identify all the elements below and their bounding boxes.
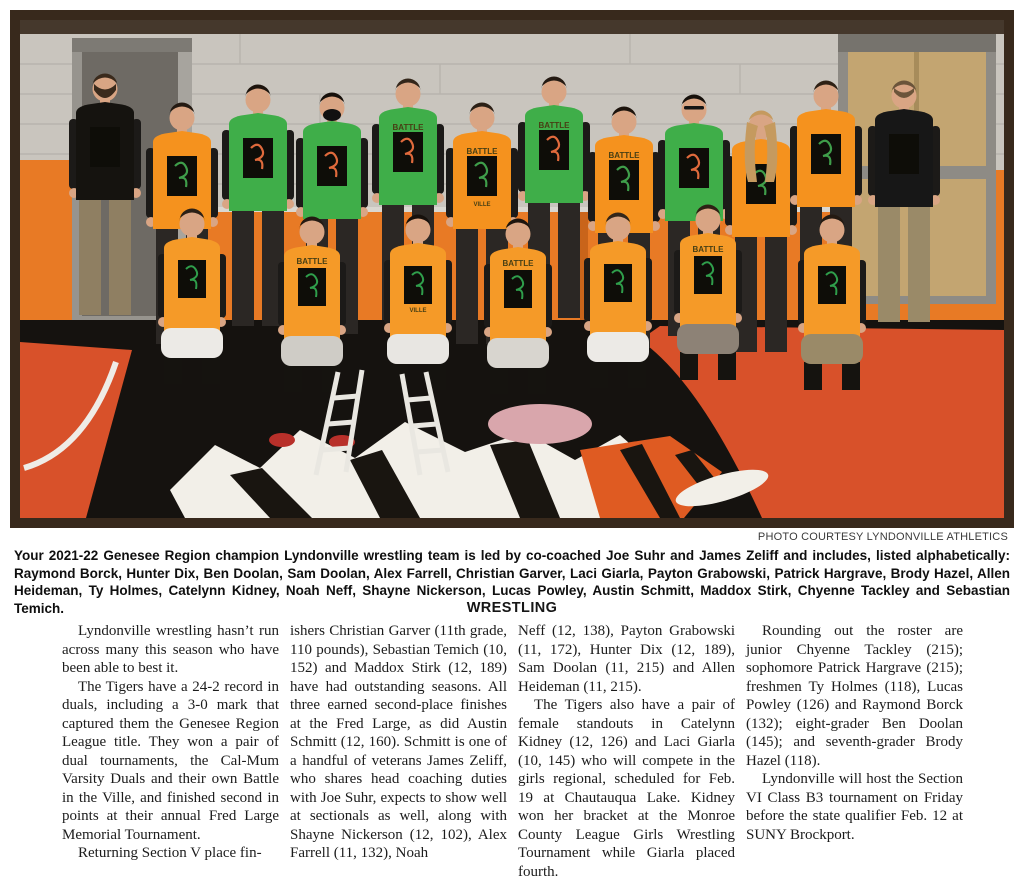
team-photo <box>10 10 1014 528</box>
shirt-text: BATTLE <box>466 147 498 156</box>
shirt-subtext: VILLE <box>473 202 491 208</box>
article-column-1 <box>62 622 279 881</box>
shirt-text: BATTLE <box>608 151 640 160</box>
shirt-text: BATTLE <box>538 121 570 130</box>
photo-caption: Your 2021-22 Genesee Region champion Lyndonville wrestling team is led by co-coached Joe Suhr and James Zeliff and includes, listed alphabetically: Raymond Borck, Hunter Dix, Ben Doolan, Sam Doolan, Alex Farrell, Christian Garver, Laci Giarla, Payton Grabowski, Patrick Hargrave, Brody Hazel, Allen Heideman, Ty Holmes, Catelynn Kidney, Noah Neff, Shayne Nickerson, Lucas Powley, Austin Schmitt, Maddox Stirk, Chyenne Tackley and Sebastian Temich. <box>14 548 1010 616</box>
article-paragraph: The Tigers have a 24-2 record in duals, including a 3-0 mark that captured them the Genesee Region League title. They won a pair of dual tournaments, the Cal-Mum Varsity Duals and their own Battle in the Ville, and finished second in points at their annual Fred Large Memorial Tournament. <box>62 678 279 843</box>
glasses <box>684 106 704 110</box>
article-paragraph: Lyndonville wrestling hasn’t run across many this season who have been able to best it. <box>62 623 279 676</box>
shirt-subtext: VILLE <box>409 308 427 314</box>
face-mask <box>323 109 341 121</box>
red-shoe <box>269 433 295 447</box>
shirt-text: BATTLE <box>392 123 424 132</box>
article-paragraph: The Tigers also have a pair of female standouts in Catelynn Kidney (12, 126) and Laci Giarla (10, 145) who will compete in the girls regional, scheduled for Feb. 19 at Chautauqua Lake. Kidney won her bracket at the Monroe County League Girls Wrestling Tournament while Giarla placed fourth. <box>518 697 735 880</box>
article-column-4 <box>746 622 963 881</box>
article-column-2 <box>290 622 507 881</box>
pink-mat-object <box>488 404 592 444</box>
team-photo-illustration <box>20 20 1004 518</box>
article-column-3 <box>518 622 735 881</box>
article-paragraph: ishers Christian Garver (11th grade, 110 pounds), Sebastian Temich (10, 152) and Maddox Stirk (12, 189) have had outstanding seasons. All three earned second-place finishes at the Fred Large, as did Austin Schmitt (12, 160). Schmitt is one of a handful of veterans James Zeliff, who shares head coaching duties with Joe Suhr, expects to show well at sectionals as well, along with Shayne Nickerson (12, 102), Alex Farrell (11, 132), Noah <box>290 623 507 861</box>
shirt-text: BATTLE <box>692 245 724 254</box>
article-body <box>62 622 964 881</box>
article-paragraph: Lyndonville will host the Section VI Class B3 tournament on Friday before the state qualifier Feb. 12 at SUNY Brockport. <box>746 771 963 843</box>
shirt-text: BATTLE <box>502 259 534 268</box>
section-headline: WRESTLING <box>466 600 558 616</box>
article-paragraph: Rounding out the roster are junior Chyenne Tackley (215); sophomore Patrick Hargrave (215); freshmen Ty Holmes (118), Lucas Powley (126) and Raymond Borck (132); eight-grader Ben Doolan (145); and seventh-grader Brody Hazel (118). <box>746 623 963 769</box>
article-paragraph: Neff (12, 138), Payton Grabowski (11, 172), Hunter Dix (12, 189), Sam Doolan (11, 215) and Allen Heideman (11, 215). <box>518 623 735 695</box>
article-paragraph: Returning Section V place fin- <box>78 845 262 861</box>
photo-credit: PHOTO COURTESY LYNDONVILLE ATHLETICS <box>757 531 1008 543</box>
shirt-text: BATTLE <box>296 257 328 266</box>
